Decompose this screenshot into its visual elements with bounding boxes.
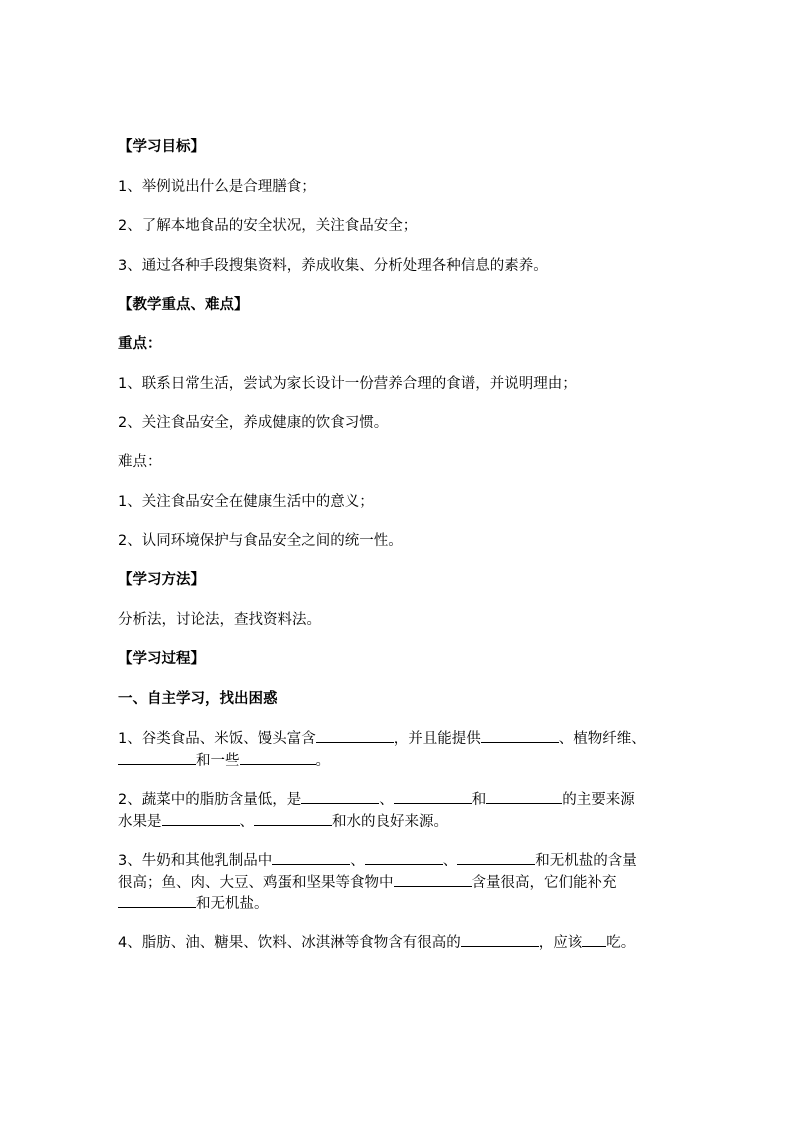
question-3-text-f: 含量很高，它们能补充 xyxy=(471,875,617,891)
question-3-text-a: 3、牛奶和其他乳制品中 xyxy=(118,853,273,869)
answer-blank[interactable] xyxy=(316,728,394,743)
question-3-line-3 xyxy=(118,893,269,914)
answer-blank[interactable] xyxy=(118,750,196,765)
question-1-line-2 xyxy=(118,750,330,771)
answer-blank[interactable] xyxy=(461,932,539,947)
question-4-text-b: ，应该 xyxy=(538,935,583,951)
difficult-point-item-1: 1、关注食品安全在健康生活中的意义； xyxy=(118,494,374,510)
question-4-line-1 xyxy=(118,932,635,953)
focus-heading: 【教学重点、难点】 xyxy=(118,297,249,313)
answer-blank[interactable] xyxy=(486,789,562,804)
goal-item-2: 2、了解本地食品的安全状况，关注食品安全； xyxy=(118,218,418,234)
answer-blank[interactable] xyxy=(394,789,472,804)
question-4-text-a: 4、脂肪、油、糖果、饮料、冰淇淋等食物含有很高的 xyxy=(118,935,461,951)
key-points-label: 重点： xyxy=(118,336,162,352)
question-3-text-g: 和无机盐。 xyxy=(196,896,269,912)
answer-blank[interactable] xyxy=(481,728,559,743)
answer-blank[interactable] xyxy=(301,789,379,804)
answer-blank[interactable] xyxy=(240,750,316,765)
key-point-item-1: 1、联系日常生活，尝试为家长设计一份营养合理的食谱，并说明理由； xyxy=(118,376,577,392)
question-2-text-g: 和水的良好来源。 xyxy=(332,814,448,830)
question-1-text-a: 1、谷类食品、米饭、馒头富含 xyxy=(118,731,316,747)
methods-heading: 【学习方法】 xyxy=(118,572,205,588)
difficult-point-item-2: 2、认同环境保护与食品安全之间的统一性。 xyxy=(118,533,403,549)
question-2-line-1 xyxy=(118,789,635,810)
question-3-text-e: 很高；鱼、肉、大豆、鸡蛋和坚果等食物中 xyxy=(118,875,394,891)
answer-blank[interactable] xyxy=(118,893,196,908)
question-3-text-d: 和无机盐的含量 xyxy=(535,853,637,869)
question-3-line-2 xyxy=(118,872,617,893)
goals-heading: 【学习目标】 xyxy=(118,139,205,155)
process-subheading: 一、自主学习，找出困惑 xyxy=(118,691,278,707)
question-1-text-d: 和一些 xyxy=(196,753,240,769)
question-1-text-c: 、植物纤维、 xyxy=(558,731,646,747)
process-heading: 【学习过程】 xyxy=(118,651,205,667)
question-2-text-e: 水果是 xyxy=(118,814,162,830)
question-4-text-c: 吃。 xyxy=(606,935,636,951)
answer-blank[interactable] xyxy=(365,850,443,865)
question-2-text-f: 、 xyxy=(239,814,254,830)
answer-blank[interactable] xyxy=(162,811,240,826)
answer-blank[interactable] xyxy=(272,850,350,865)
question-3-text-b: 、 xyxy=(350,853,365,869)
answer-blank[interactable] xyxy=(254,811,332,826)
question-3-line-1 xyxy=(118,850,637,871)
methods-text: 分析法，讨论法，查找资料法。 xyxy=(118,612,321,628)
goal-item-3: 3、通过各种手段搜集资料，养成收集、分析处理各种信息的素养。 xyxy=(118,258,548,274)
question-2-text-d: 的主要来源 xyxy=(562,792,635,808)
answer-blank[interactable] xyxy=(394,872,472,887)
key-point-item-2: 2、关注食品安全，养成健康的饮食习惯。 xyxy=(118,415,389,431)
question-3-text-c: 、 xyxy=(442,853,458,869)
question-1-line-1 xyxy=(118,728,646,749)
answer-blank[interactable] xyxy=(457,850,535,865)
question-2-text-a: 2、蔬菜中的脂肪含量低，是 xyxy=(118,792,302,808)
question-2-line-2 xyxy=(118,811,448,832)
difficult-points-label: 难点： xyxy=(118,454,162,470)
question-1-text-e: 。 xyxy=(315,753,330,769)
question-2-text-c: 和 xyxy=(471,792,487,808)
goal-item-1: 1、举例说出什么是合理膳食； xyxy=(118,179,316,195)
question-1-text-b: ，并且能提供 xyxy=(393,731,481,747)
answer-blank[interactable] xyxy=(582,932,606,947)
question-2-text-b: 、 xyxy=(379,792,394,808)
